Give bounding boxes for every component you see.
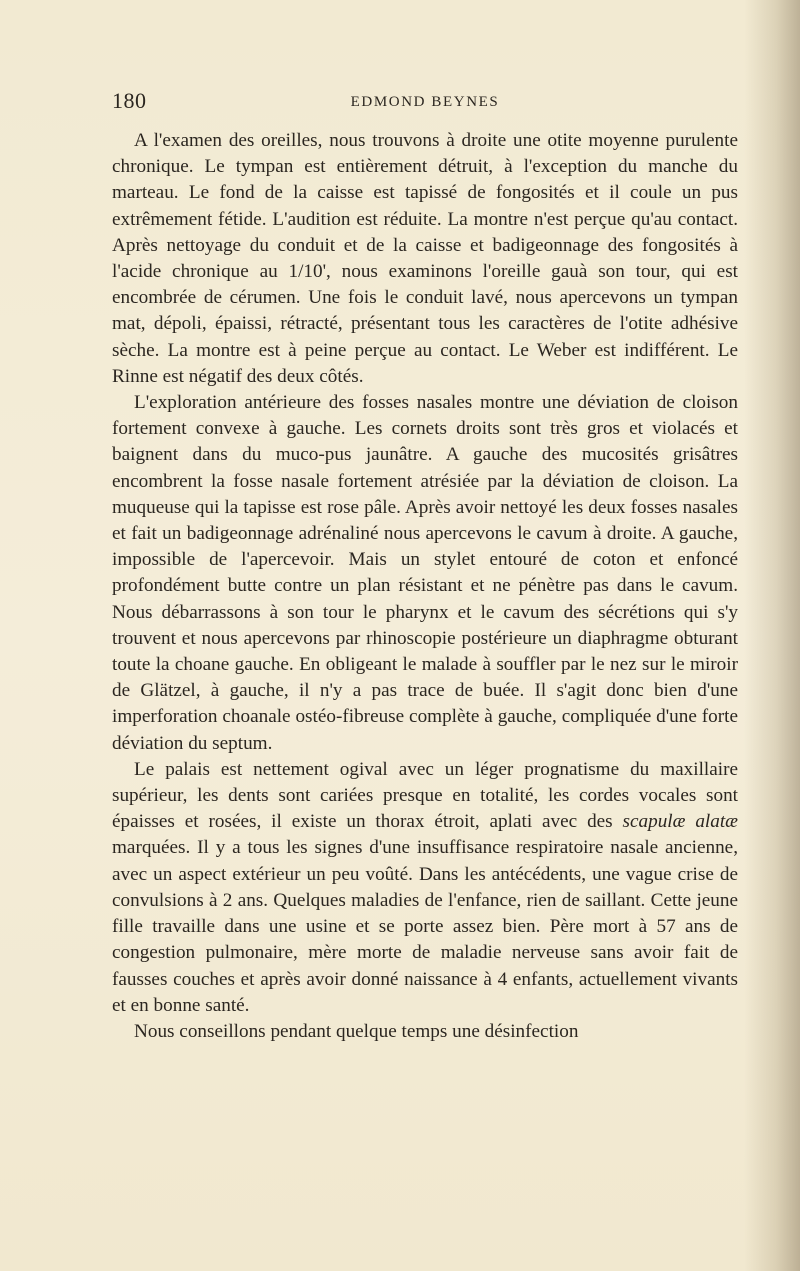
paragraph-recommendation: Nous conseillons pendant quelque temps une désinfection bbox=[134, 1020, 579, 1042]
page-header bbox=[112, 88, 738, 118]
italic-term: scapulæ alatæ bbox=[622, 811, 738, 833]
body-text bbox=[112, 128, 738, 1045]
paragraph-text-end: marquées. Il y a tous les signes d'une insuffisance respiratoire nasale ancienne, avec un aspect extérieur un peu voûté. Dans les antécédents, une vague crise de convulsions à 2 ans. Quelques maladies de l'enfance, rien de saillant. Cette jeune fille travaille dans une usine et se porte assez bien. Père mort à 57 ans de congestion pulmonaire, mère morte de maladie nerveuse sans avoir fait de fausses couches et après avoir donné naissance à 4 enfants, actuellement vivants et en bonne santé. bbox=[112, 837, 738, 1016]
paragraph-nasal-exploration: L'exploration antérieure des fosses nasales montre une déviation de cloison fortement convexe à gauche. Les cornets droits sont très gros et violacés et baignent dans du muco-pus jaunâtre. A gauche des mucosités grisâtres encombrent la fosse nasale fortement atrésiée par la déviation de cloison. La muqueuse qui la tapisse est rose pâle. Après avoir nettoyé les deux fosses nasales et fait un badigeonnage adrénaliné nous apercevons le cavum à droite. A gauche, impossible de l'apercevoir. Mais un stylet entouré de coton et enfoncé profondément butte contre un plan résistant et ne pénètre pas dans le cavum. Nous débarrassons à son tour le pharynx et le cavum des sécrétions qui s'y trouvent et nous apercevons par rhinoscopie postérieure un diaphragme obturant toute la choane gauche. En obligeant le malade à souffler par le nez sur le miroir de Glätzel, à gauche, il n'y a pas trace de buée. Il s'agit donc bien d'une imperforation choanale ostéo-fibreuse complète à gauche, compliquée d'une forte déviation du septum. bbox=[112, 392, 738, 754]
page-number: 180 bbox=[112, 88, 147, 113]
running-head: EDMOND BEYNES bbox=[350, 94, 500, 110]
paragraph-text-start: Le palais est nettement ogival avec un léger prognatisme du maxillaire supérieur, les dents sont cariées presque en totalité, les cordes vocales sont épaisses et rosées, il existe un thorax étroit, aplati avec des bbox=[112, 758, 738, 833]
paragraph-palate-history bbox=[112, 757, 738, 1019]
paragraph-ear-examination: A l'examen des oreilles, nous trouvons à droite une otite moyenne purulente chronique. Le tympan est entièrement détruit, à l'exception du manche du marteau. Le fond de la caisse est tapissé de fongosités et il coule un pus extrêmement fétide. L'audition est réduite. La montre n'est perçue qu'au contact. Après nettoyage du conduit et de la caisse et badigeonnage des fongosités à l'acide chronique au 1/10', nous examinons l'oreille gauà son tour, qui est encombrée de cérumen. Une fois le conduit lavé, nous apercevons un tympan mat, dépoli, épaissi, rétracté, présentant tous les caractères de l'otite adhésive sèche. La montre est à peine perçue au contact. Le Weber est indifférent. Le Rinne est négatif des deux côtés. bbox=[112, 130, 738, 387]
